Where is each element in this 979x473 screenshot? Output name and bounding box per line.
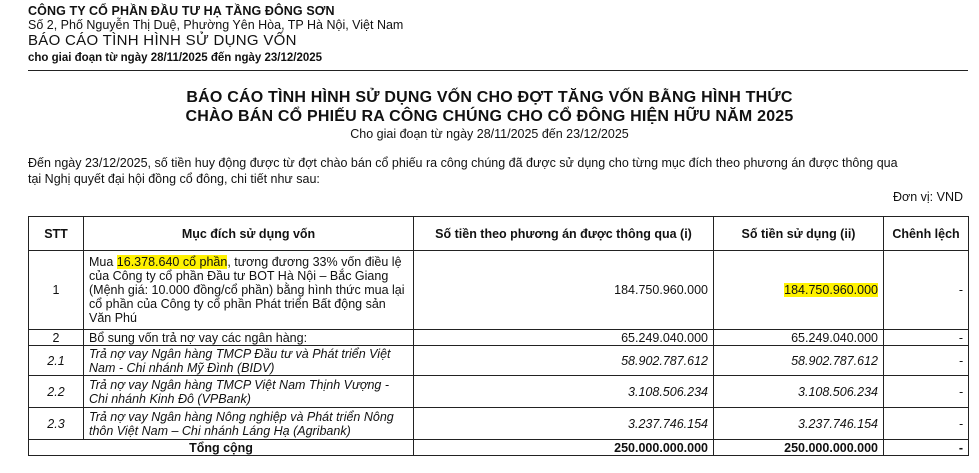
row-used-amount: 3.108.506.234 (714, 376, 884, 408)
row-purpose: Trả nợ vay Ngân hàng TMCP Đầu tư và Phát triển Việt Nam - Chi nhánh Mỹ Đình (BIDV) (84, 346, 414, 376)
report-name: BÁO CÁO TÌNH HÌNH SỬ DỤNG VỐN (28, 32, 297, 49)
table-row (29, 408, 969, 440)
header-plan-amount: Số tiền theo phương án được thông qua (i) (414, 217, 714, 251)
company-address: Số 2, Phố Nguyễn Thị Duệ, Phường Yên Hòa, TP Hà Nội, Việt Nam (28, 18, 404, 32)
header-used-amount: Số tiền sử dụng (ii) (714, 217, 884, 251)
total-label: Tổng cộng (29, 440, 414, 456)
row-used-amount: 58.902.787.612 (714, 346, 884, 376)
row-used-amount: 65.249.040.000 (714, 330, 884, 346)
row-difference: - (884, 330, 969, 346)
currency-unit: Đơn vị: VND (892, 190, 963, 204)
document-header (28, 4, 403, 65)
purpose-text: , tương đương 33% vốn điều lệ của Công ty cổ phần Đầu tư BOT Hà Nội – Bắc Giang (Mệnh giá: 10.000 đồng/cổ phần) bằng hình thức mua lại cổ phần của Công ty cổ phần Phát triển Bất động sản Văn Phú (89, 255, 405, 325)
row-stt: 1 (29, 251, 84, 330)
total-difference: - (884, 440, 969, 456)
row-difference: - (884, 346, 969, 376)
header-divider (28, 70, 968, 71)
total-plan-amount: 250.000.000.000 (414, 440, 714, 456)
report-title-line-1: BÁO CÁO TÌNH HÌNH SỬ DỤNG VỐN CHO ĐỢT TĂNG VỐN BẰNG HÌNH THỨC (186, 89, 793, 106)
row-purpose: Bổ sung vốn trả nợ vay các ngân hàng: (84, 330, 414, 346)
row-stt: 2.3 (29, 408, 84, 440)
table-row (29, 330, 969, 346)
header-stt: STT (29, 217, 84, 251)
intro-paragraph (28, 155, 973, 187)
row-stt: 2.2 (29, 376, 84, 408)
row-used-amount (714, 251, 884, 330)
row-plan-amount: 65.249.040.000 (414, 330, 714, 346)
total-used-amount: 250.000.000.000 (714, 440, 884, 456)
row-plan-amount: 58.902.787.612 (414, 346, 714, 376)
row-purpose (84, 251, 414, 330)
purpose-text: Mua (89, 255, 117, 269)
row-difference: - (884, 408, 969, 440)
table-row (29, 376, 969, 408)
row-purpose: Trả nợ vay Ngân hàng Nông nghiệp và Phát triển Nông thôn Việt Nam – Chi nhánh Láng Hạ (Agribank) (84, 408, 414, 440)
table-row (29, 346, 969, 376)
highlighted-used-amount: 184.750.960.000 (784, 283, 878, 297)
header-difference: Chênh lệch (884, 217, 969, 251)
report-title-line-2: CHÀO BÁN CỔ PHIẾU RA CÔNG CHÚNG CHO CỔ ĐÔNG HIỆN HỮU NĂM 2025 (185, 108, 794, 125)
row-plan-amount: 184.750.960.000 (414, 251, 714, 330)
table-header-row (29, 217, 969, 251)
report-subtitle: Cho giai đoạn từ ngày 28/11/2025 đến 23/12/2025 (350, 127, 629, 141)
company-name: CÔNG TY CỔ PHẦN ĐẦU TƯ HẠ TẦNG ĐÔNG SƠN (28, 4, 335, 18)
capital-usage-table (28, 216, 969, 456)
report-period: cho giai đoạn từ ngày 28/11/2025 đến ngày 23/12/2025 (28, 52, 323, 64)
row-difference: - (884, 251, 969, 330)
row-stt: 2 (29, 330, 84, 346)
total-row (29, 440, 969, 456)
highlighted-share-count: 16.378.640 cổ phần (116, 255, 228, 269)
intro-line-1: Đến ngày 23/12/2025, số tiền huy động được từ đợt chào bán cổ phiếu ra công chúng đã được sử dụng cho từng mục đích theo phương án được thông qua (28, 156, 898, 170)
row-plan-amount: 3.108.506.234 (414, 376, 714, 408)
header-purpose: Mục đích sử dụng vốn (84, 217, 414, 251)
row-used-amount: 3.237.746.154 (714, 408, 884, 440)
row-stt: 2.1 (29, 346, 84, 376)
row-plan-amount: 3.237.746.154 (414, 408, 714, 440)
row-purpose: Trả nợ vay Ngân hàng TMCP Việt Nam Thịnh Vượng - Chi nhánh Kinh Đô (VPBank) (84, 376, 414, 408)
row-difference: - (884, 376, 969, 408)
intro-line-2: tại Nghị quyết đại hội đồng cổ đông, chi tiết như sau: (28, 172, 320, 186)
table-row (29, 251, 969, 330)
